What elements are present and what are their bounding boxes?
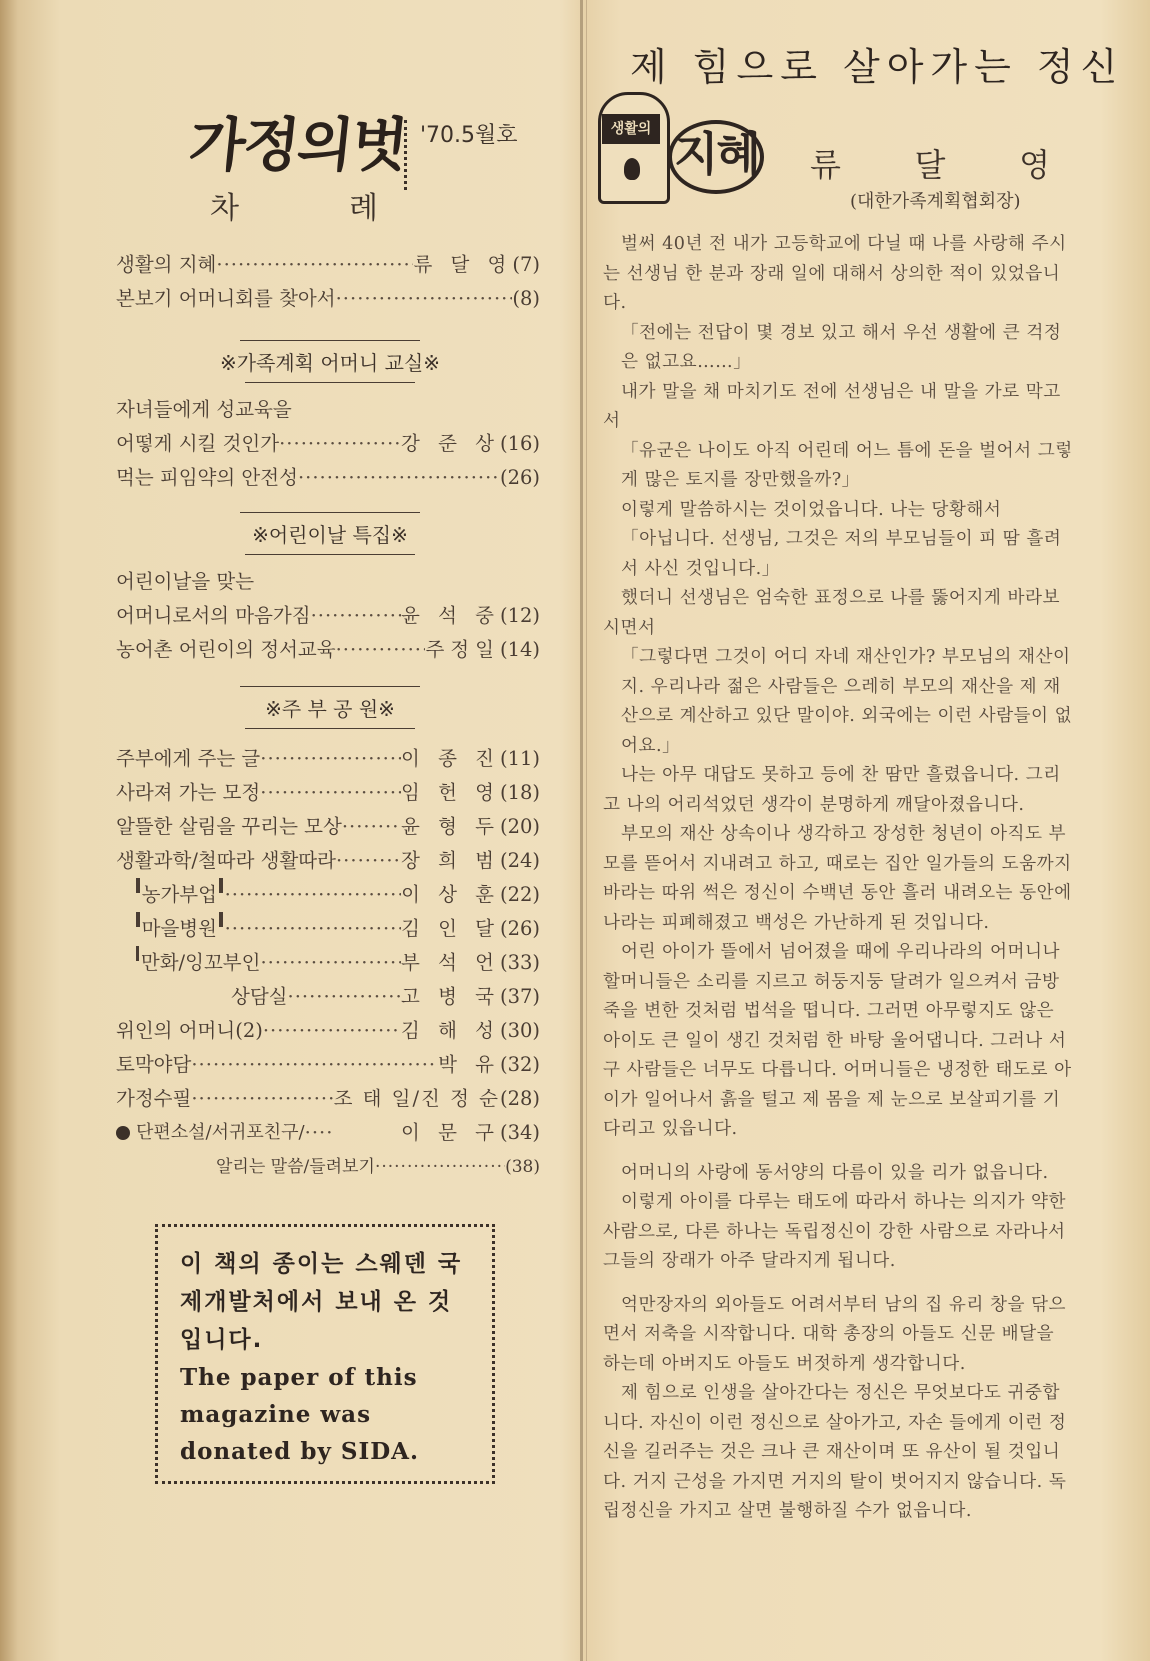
author-char: 영 [1019,146,1050,184]
paper-donation-notice [155,1224,495,1484]
section-heading-housewife-park: ※주 부 공 원※ [200,686,460,729]
article-title: 제 힘으로 살아가는 정신 [630,45,1125,89]
toc-group-1 [116,248,540,316]
toc-entry[interactable]: 농어촌 어린이의 정서교육 ····· 주정일 (14) [116,633,540,667]
toc-entry[interactable]: 주부에게 주는 글 ····· 이 종 진 (11) [116,742,540,776]
toc-entry[interactable]: 농가부업 ····· 이 상 훈 (22) [116,878,540,912]
author-affiliation: (대한가족계획협회장) [850,191,1021,212]
toc-entry[interactable]: 위인의 어머니(2) ····· 김 해 성 (30) [116,1014,540,1048]
section-heading-childrens-day: ※어린이날 특집※ [200,512,460,555]
paragraph: 내가 말을 채 마치기도 전에 선생님은 내 말을 가로 막고서 [603,381,1061,431]
toc-entry[interactable]: 상담실 ····· 고 병 국 (37) [116,980,540,1014]
square-bullet-icon [136,878,140,893]
paragraph-quote: 「아닙니다. 선생님, 그것은 저의 부모님들이 피 땀 흘려서 사신 것입니다.」 [621,529,1062,579]
paragraph-quote: 「유군은 나이도 아직 어린데 어느 틈에 돈을 벌어서 그렇게 많은 토지를 장만했을까?」 [621,440,1073,490]
article-author [810,140,1050,186]
toc-entry[interactable]: 알뜰한 살림을 꾸리는 모상 ····· 윤 형 두 (20) [116,810,540,844]
toc-group-3 [116,565,540,667]
toc-entry[interactable]: 가정수필 ····· 조 태 일/진 정 순 (28) [116,1082,540,1116]
toc-entry[interactable]: 사라져 가는 모정 ····· 임 헌 영 (18) [116,776,540,810]
paragraph-quote: 「전에는 전답이 몇 경보 있고 해서 우선 생활에 큰 걱정은 없고요……」 [621,322,1062,372]
binding-line [580,0,583,1661]
toc-entry[interactable]: 생활의 지혜 ····· 류 달 영 (7) [116,248,540,282]
paragraph: 억만장자의 외아들도 어려서부터 남의 집 유리 창을 닦으면서 저축을 시작합니다. 대학 총장의 아들도 신문 배달을 하는데 아버지도 아들도 버젓하게 생각합니다. [603,1294,1067,1374]
author-char: 달 [914,146,946,184]
title-divider [404,120,411,190]
contents-heading: 차례 [210,191,488,226]
issue-label: '70.5월호 [420,123,518,148]
toc-entry[interactable]: 먹는 피임약의 안전성 ····· (26) [116,461,540,495]
square-bullet-icon [219,912,223,927]
paragraph: 어머니의 사랑에 동서양의 다름이 있을 리가 없읍니다. [621,1162,1049,1183]
paragraph: 했더니 선생님은 엄숙한 표정으로 나를 뚫어지게 바라보시면서 [603,588,1060,638]
toc-entry[interactable]: 마을병원 ····· 김 인 달 (26) [116,912,540,946]
paragraph-quote: 「그렇다면 그것이 어디 자네 재산인가? 부모님의 재산이지. 우리나라 젊은 사람들은 으레히 부모의 재산을 제 재산으로 계산하고 있단 말이야. 외국에는 이런 사람들이 없어요.」 [621,647,1073,756]
paragraph: 이렇게 말씀하시는 것이었읍니다. 나는 당황해서 [621,499,1002,520]
article-body [603,230,1073,1527]
paragraph: 벌써 40년 전 내가 고등학교에 다닐 때 나를 사랑해 주시는 선생님 한 분과 장래 일에 대해서 상의한 적이 있었읍니다. [603,234,1067,313]
toc-entry[interactable]: 생활과학/철따라 생활따라 ····· 장 희 범 (24) [116,844,540,878]
square-bullet-icon [219,878,223,893]
toc-entry[interactable]: 만화/잉꼬부인 ····· 부 석 언 (33) [116,946,540,980]
toc-group-2 [116,393,540,495]
toc-entry[interactable]: 알리는 말씀/들려보기 ····· (38) [116,1150,540,1184]
paragraph: 이렇게 아이를 다루는 태도에 따라서 하나는 의지가 약한 사람으로, 다른 하나는 독립정신이 강한 사람으로 자라나서 그들의 장래가 아주 달라지게 됩니다. [603,1192,1067,1271]
notice-korean: 이 책의 종이는 스웨덴 국제개발처에서 보내 온 것입니다. [180,1251,463,1353]
paragraph: 부모의 재산 상속이나 생각하고 장성한 청년이 아직도 부모를 뜯어서 지내려고 하고, 때로는 집안 일가들의 도움까지 바라는 따위 썩은 정신이 수백년 동안 흘러 내려오는 동안에 나라는 피폐해졌고 백성은 가난하게 된 것입니다. [603,824,1072,933]
paragraph: 어린 아이가 뜰에서 넘어졌을 때에 우리나라의 어머니나 할머니들은 소리를 지르고 허둥지둥 달려가 일으켜서 금방 죽을 변한 것처럼 법석을 떱니다. 그러면 아무렇지도 않은 아이도 큰 일이 생긴 것처럼 한 바탕 울어댑니다. 그러나 서구 사람들은 너무도 다릅니다. 어머니들은 냉정한 태도로 아이가 일어나서 흙을 털고 제 몸을 제 눈으로 보살피기를 기다리고 있읍니다. [603,942,1072,1139]
square-bullet-icon [136,946,139,961]
toc-entry[interactable]: 본보기 어머니회를 찾아서 ····· (8) [116,282,540,316]
notice-english: The paper of this magazine was donated by SIDA. [180,1364,420,1465]
toc-entry[interactable]: 어머니로서의 마음가짐 ····· 윤 석 중 (12) [116,599,540,633]
toc-entry[interactable]: 단편소설/서귀포친구/ ····· 이 문 구 (34) [116,1116,540,1150]
flame-icon [624,158,640,180]
magazine-title: 가정의벗 [185,111,410,179]
column-emblem [598,92,798,202]
section-heading-family-planning: ※가족계획 어머니 교실※ [200,340,460,383]
paragraph: 나는 아무 대답도 못하고 등에 찬 땀만 흘렸읍니다. 그리고 나의 어리석었던 생각이 분명하게 깨달아졌읍니다. [603,765,1061,815]
square-bullet-icon [136,912,140,927]
toc-entry-line[interactable]: 어린이날을 맞는 [116,570,255,593]
toc-entry[interactable]: 토막야담 ····· 박 유 (32) [116,1048,540,1082]
circle-bullet-icon [116,1126,130,1140]
toc-entry-line[interactable]: 자녀들에게 성교육을 [116,398,292,421]
toc-group-4 [116,742,540,1184]
candle-lamp-icon [598,92,670,204]
paragraph: 제 힘으로 인생을 살아간다는 정신은 무엇보다도 귀중합니다. 자신이 이런 정신으로 살아가고, 자손 들에게 이런 정신을 길러주는 것은 크나 큰 재산이며 또 유산이 될 것입니다. 거지 근성을 가지면 거지의 탈이 벗어지지 않습니다. 독립정신을 가지고 살면 불행하질 수가 없읍니다. [603,1383,1067,1521]
column-badge-label: 생활의 [602,114,660,144]
binding-line-secondary [586,0,587,1661]
toc-entry[interactable]: 어떻게 시킬 것인가 ····· 강 준 상 (16) [116,427,540,461]
column-name: 지혜 [674,127,759,181]
author-char: 류 [810,146,841,184]
